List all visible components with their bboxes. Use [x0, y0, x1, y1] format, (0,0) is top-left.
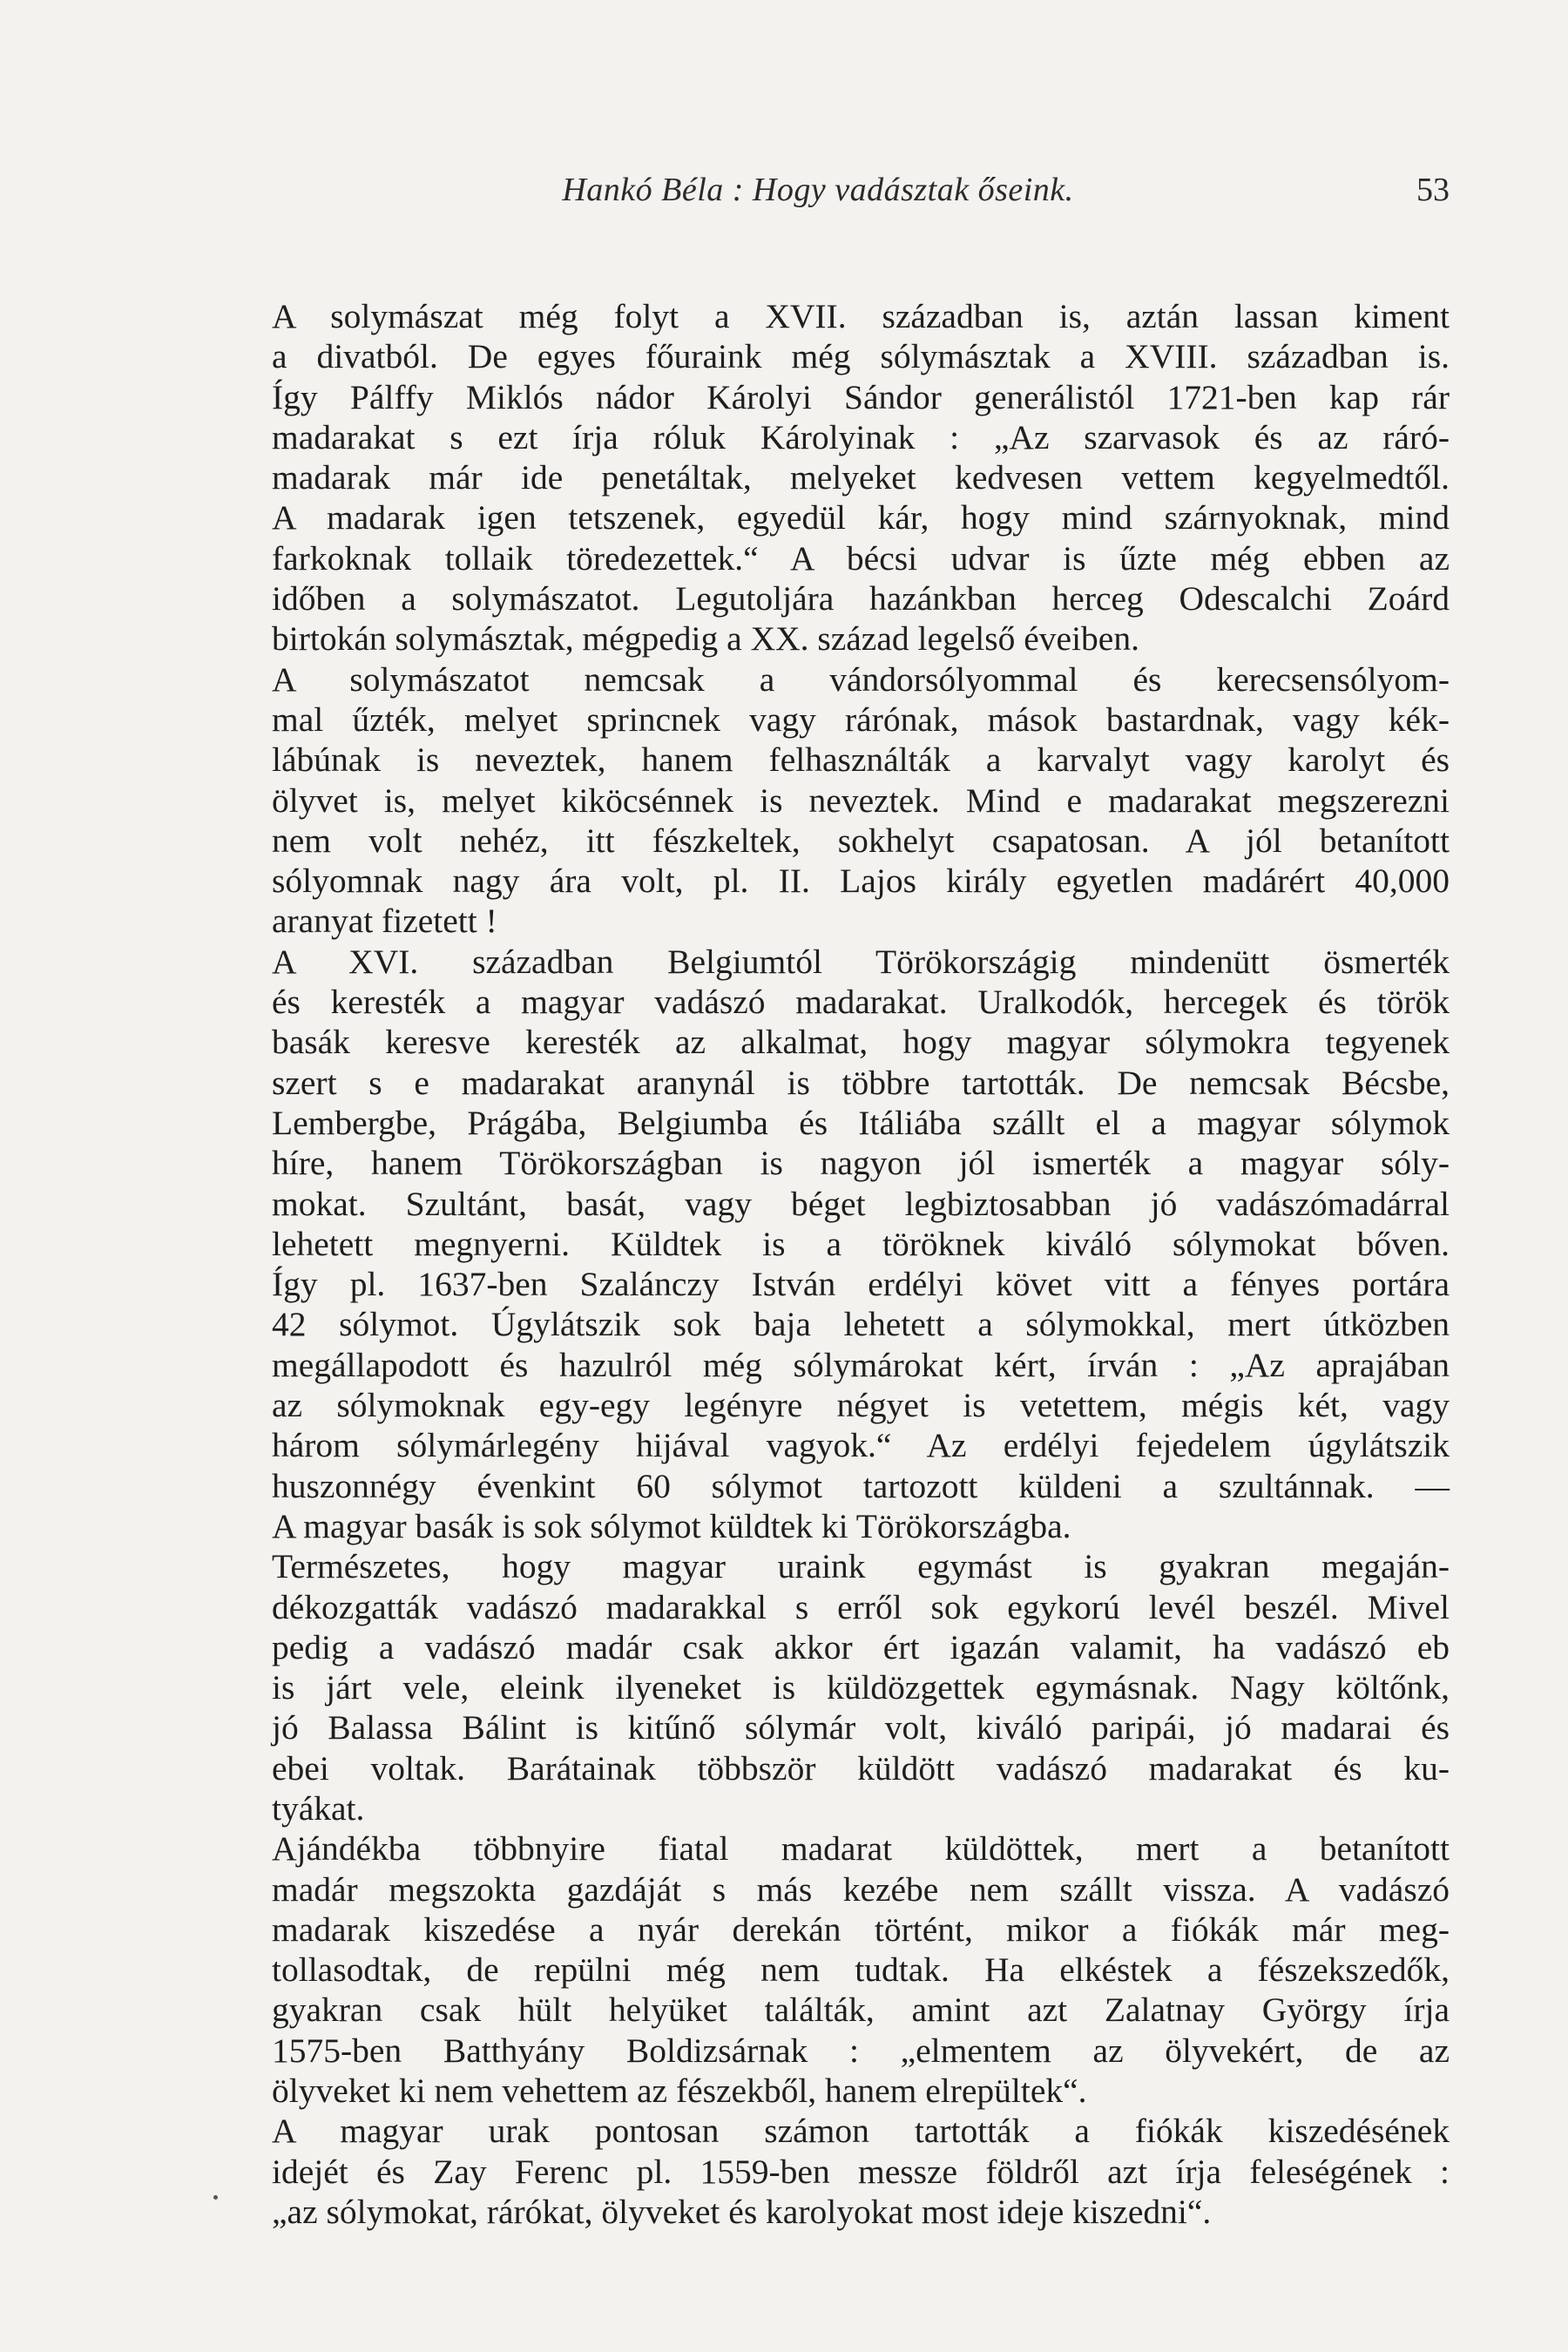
text-line: lábúnak is neveztek, hanem felhasználták a karvalyt vagy karolyt és: [272, 740, 1450, 780]
text-line: A magyar urak pontosan számon tartották a fiókák kiszedésének: [272, 2112, 1450, 2151]
running-header: [186, 171, 1450, 223]
text-line: idejét és Zay Ferenc pl. 1559-ben messze földről azt írja feleségének :: [272, 2152, 1450, 2191]
paragraph: [186, 659, 1450, 942]
body-text: [186, 296, 1450, 2232]
text-line: Lembergbe, Prágába, Belgiumba és Itáliába szállt el a magyar sólymok: [272, 1103, 1450, 1142]
text-line: sólyomnak nagy ára volt, pl. II. Lajos király egyetlen madárért 40,000: [272, 862, 1450, 901]
text-line: A solymászatot nemcsak a vándorsólyommal és kerecsensólyom-: [272, 659, 1450, 699]
text-line: pedig a vadászó madár csak akkor ért igazán valamit, ha vadászó eb: [272, 1627, 1450, 1666]
text-line: jó Balassa Bálint is kitűnő sólymár volt, kiváló paripái, jó madarai és: [272, 1708, 1450, 1747]
page-number: 53: [1416, 172, 1450, 208]
text-line: huszonnégy évenkint 60 sólymot tartozott küldeni a szultánnak. —: [272, 1466, 1450, 1505]
text-line: Így pl. 1637-ben Szalánczy István erdélyi követ vitt a fényes portára: [272, 1265, 1450, 1304]
text-line: aranyat fizetett !: [272, 902, 497, 941]
text-line: ebei voltak. Barátainak többször küldött vadászó madarakat és ku-: [272, 1748, 1450, 1788]
text-line: tollasodtak, de repülni még nem tudtak. Ha elkéstek a fészekszedők,: [272, 1950, 1450, 1990]
text-line: farkoknak tollaik töredezettek.“ A bécsi udvar is űzte még ebben az: [272, 538, 1450, 578]
text-line: és keresték a magyar vadászó madarakat. Uralkodók, hercegek és török: [272, 983, 1450, 1022]
text-line: tyákat.: [272, 1788, 365, 1828]
text-line: 42 sólymot. Úgylátszik sok baja lehetett a sólymokkal, mert útközben: [272, 1305, 1450, 1344]
paragraph: [186, 1828, 1450, 2111]
text-line: szert s e madarakat aranynál is többre tartották. De nemcsak Bécsbe,: [272, 1063, 1450, 1102]
text-line: birtokán solymásztak, mégpedig a XX. század legelső éveiben.: [272, 619, 1139, 659]
text-line: A magyar basák is sok sólymot küldtek ki Törökországba.: [272, 1506, 1071, 1545]
text-line: madarak már ide penetáltak, melyeket kedvesen vettem kegyelmedtől.: [272, 458, 1450, 497]
text-line: basák keresve keresték az alkalmat, hogy magyar sólymokra tegyenek: [272, 1023, 1450, 1062]
text-line: lehetett megnyerni. Küldtek is a töröknek kiváló sólymokat bőven.: [272, 1224, 1450, 1263]
paragraph: [186, 2111, 1450, 2232]
text-line: gyakran csak hült helyüket találták, amint azt Zalatnay György írja: [272, 1990, 1450, 2030]
text-line: A XVI. században Belgiumtól Törökországig mindenütt ösmerték: [272, 942, 1450, 981]
text-line: 1575-ben Batthyány Boldizsárnak : „elmentem az ölyvekért, de az: [272, 2031, 1450, 2070]
text-line: az sólymoknak egy-egy legényre négyet is vetettem, mégis két, vagy: [272, 1386, 1450, 1425]
text-line: időben a solymászatot. Legutoljára hazánkban herceg Odescalchi Zoárd: [272, 579, 1450, 618]
text-line: ölyvet is, melyet kiköcsénnek is neveztek. Mind e madarakat megszerezni: [272, 781, 1450, 820]
text-line: nem volt nehéz, itt fészkeltek, sokhelyt csapatosan. A jól betanított: [272, 821, 1450, 860]
paragraph: [186, 942, 1450, 1546]
text-line: három sólymárlegény hijával vagyok.“ Az erdélyi fejedelem úgylátszik: [272, 1426, 1450, 1465]
text-line: Természetes, hogy magyar uraink egymást is gyakran megaján-: [272, 1547, 1450, 1586]
paragraph: [186, 296, 1450, 659]
text-line: megállapodott és hazulról még sólymárokat kért, írván : „Az aprajában: [272, 1345, 1450, 1384]
running-title: Hankó Béla : Hogy vadásztak őseink.: [562, 172, 1074, 208]
text-line: mokat. Szultánt, basát, vagy béget legbiztosabban jó vadászómadárral: [272, 1184, 1450, 1223]
text-line: A solymászat még folyt a XVII. században is, aztán lassan kiment: [272, 297, 1450, 335]
text-line: híre, hanem Törökországban is nagyon jól ismerték a magyar sóly-: [272, 1144, 1450, 1183]
text-line: „az sólymokat, rárókat, ölyveket és karolyokat most ideje kiszedni“.: [272, 2192, 1212, 2231]
text-line: a divatból. De egyes főuraink még sólymásztak a XVIII. században is.: [272, 337, 1450, 376]
text-line: dékozgatták vadászó madarakkal s erről sok egykorú levél beszél. Mivel: [272, 1587, 1450, 1626]
text-line: mal űzték, melyet sprincnek vagy rárónak, mások bastardnak, vagy kék-: [272, 700, 1450, 739]
text-line: Ajándékba többnyire fiatal madarat küldöttek, mert a betanított: [272, 1829, 1450, 1869]
text-line: is járt vele, eleink ilyeneket is küldözgettek egymásnak. Nagy költőnk,: [272, 1668, 1450, 1707]
text-line: Így Pálffy Miklós nádor Károlyi Sándor generálistól 1721-ben kap rár: [272, 377, 1450, 416]
paragraph: [186, 1546, 1450, 1828]
text-line: madarak kiszedése a nyár derekán történt, mikor a fiókák már meg-: [272, 1909, 1450, 1949]
text-line: A madarak igen tetszenek, egyedül kár, hogy mind szárnyoknak, mind: [272, 498, 1450, 537]
text-line: madár megszokta gazdáját s más kezébe nem szállt vissza. A vadászó: [272, 1869, 1450, 1909]
text-line: madarakat s ezt írja róluk Károlyinak : „Az szarvasok és az ráró-: [272, 417, 1450, 456]
text-line: ölyveket ki nem vehettem az fészekből, hanem elrepültek“.: [272, 2072, 1087, 2111]
print-speck: [213, 2195, 218, 2200]
